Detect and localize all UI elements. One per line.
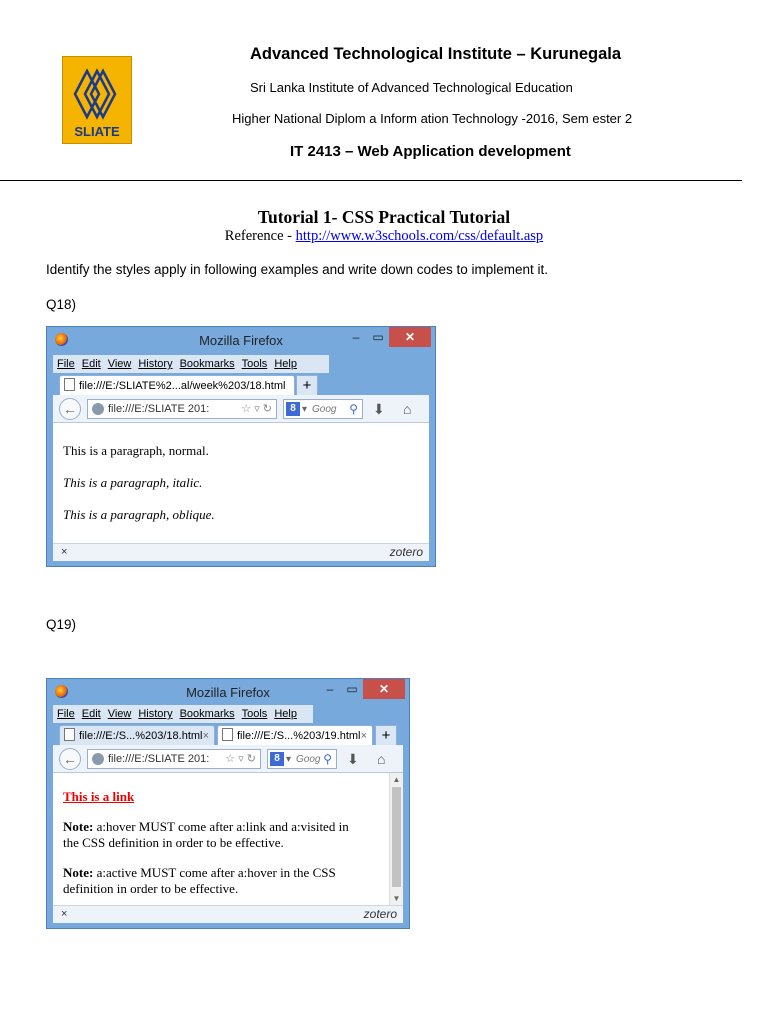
home-icon[interactable]: ⌂ [377, 751, 386, 767]
parent-organization: Sri Lanka Institute of Advanced Technological Education [250, 80, 573, 95]
reload-star-icons[interactable]: ☆ ▿ ↻ [241, 403, 272, 415]
home-icon[interactable]: ⌂ [403, 401, 412, 417]
menu-bar [53, 705, 313, 723]
nav-toolbar [53, 745, 403, 773]
search-icon[interactable]: ⚲ [323, 752, 332, 766]
status-bar [53, 543, 429, 561]
paragraph-oblique: This is a paragraph, oblique. [63, 507, 215, 522]
page-content [53, 423, 429, 543]
window-title: Mozilla Firefox [199, 333, 283, 348]
tab-18-html[interactable] [59, 725, 215, 745]
logo-text: SLIATE [74, 124, 120, 139]
tab-label: file:///E:/S...%203/18.html [79, 730, 203, 742]
reference-label: Reference - [224, 228, 296, 244]
back-button[interactable]: ← [59, 398, 81, 420]
note-active [63, 865, 383, 897]
search-placeholder: Goog [296, 754, 321, 765]
reload-star-icons[interactable]: ☆ ▿ ↻ [225, 753, 256, 765]
browser-window-q19 [46, 678, 410, 929]
demo-link[interactable]: This is a link [63, 789, 135, 804]
scroll-thumb[interactable] [392, 787, 401, 887]
menu-bar [53, 355, 329, 373]
header-divider [0, 180, 742, 181]
search-placeholder: Goog [312, 404, 337, 415]
tab-close-icon[interactable]: × [202, 730, 209, 742]
download-icon[interactable]: ⬇ [347, 751, 359, 767]
page-icon [64, 728, 75, 741]
url-text: file:///E:/SLIATE 201: [108, 403, 210, 415]
search-bar[interactable] [267, 749, 337, 769]
menu-tools[interactable]: Tools [241, 358, 268, 370]
reference-line [0, 228, 768, 245]
note-text: definition in order to be effective. [63, 881, 239, 896]
program-name: Higher National Diplom a Inform ation Technology -2016, Sem ester 2 [232, 111, 633, 126]
instruction-text: Identify the styles apply in following examples and write down codes to implement it. [46, 262, 549, 277]
note-text: a:hover MUST come after a:link and a:visited in [93, 819, 349, 834]
close-button[interactable]: ✕ [389, 327, 431, 347]
menu-view[interactable]: View [107, 708, 132, 720]
new-tab-button[interactable]: + [296, 375, 318, 395]
zotero-label[interactable]: zotero [389, 545, 423, 559]
menu-help[interactable]: Help [274, 358, 297, 370]
status-bar [53, 905, 403, 923]
menu-edit[interactable]: Edit [81, 708, 101, 720]
search-icon[interactable]: ⚲ [349, 402, 358, 416]
sliate-logo [62, 56, 132, 144]
tab-close-icon[interactable]: × [360, 730, 367, 742]
menu-history[interactable]: History [138, 358, 173, 370]
menu-file[interactable]: File [57, 708, 75, 720]
menu-bookmarks[interactable]: Bookmarks [179, 358, 235, 370]
window-title: Mozilla Firefox [186, 685, 270, 700]
note-text: a:active MUST come after a:hover in the CSS [93, 865, 336, 880]
menu-bookmarks[interactable]: Bookmarks [179, 708, 235, 720]
google-icon: 8 [286, 402, 300, 416]
browser-window-q18 [46, 326, 436, 567]
paragraph-italic: This is a paragraph, italic. [63, 475, 203, 490]
url-bar[interactable] [87, 749, 261, 769]
minimize-button[interactable]: – [352, 330, 360, 344]
course-title: IT 2413 – Web Application development [290, 143, 571, 160]
menu-view[interactable]: View [107, 358, 132, 370]
page-content [53, 773, 403, 905]
question-label-q18: Q18) [46, 297, 77, 312]
question-label-q19: Q19) [46, 617, 77, 632]
scroll-down-icon[interactable]: ▼ [392, 894, 401, 903]
globe-icon [92, 753, 104, 765]
reference-link[interactable]: http://www.w3schools.com/css/default.asp [295, 228, 544, 244]
close-addon-bar-icon[interactable]: × [61, 908, 68, 920]
note-text: the CSS definition in order to be effective. [63, 835, 284, 850]
close-button[interactable]: ✕ [363, 679, 405, 699]
url-bar[interactable] [87, 399, 277, 419]
tab-18-html[interactable] [59, 375, 295, 395]
menu-file[interactable]: File [57, 358, 75, 370]
tutorial-title: Tutorial 1- CSS Practical Tutorial [257, 207, 511, 227]
tab-label: file:///E:/SLIATE%2...al/week%203/18.html [79, 380, 286, 392]
search-engine-dropdown-icon[interactable]: ▾ [302, 404, 308, 415]
search-engine-dropdown-icon[interactable]: ▾ [286, 754, 292, 765]
back-button[interactable]: ← [59, 748, 81, 770]
maximize-button[interactable]: ▭ [346, 682, 358, 696]
zotero-label[interactable]: zotero [363, 907, 397, 921]
institute-name: Advanced Technological Institute – Kurunegala [250, 45, 622, 63]
paragraph-normal: This is a paragraph, normal. [63, 443, 209, 458]
vertical-scrollbar[interactable] [389, 773, 403, 905]
menu-edit[interactable]: Edit [81, 358, 101, 370]
note-label: Note: [63, 819, 94, 834]
menu-help[interactable]: Help [274, 708, 297, 720]
globe-icon [92, 403, 104, 415]
menu-history[interactable]: History [138, 708, 173, 720]
logo-emblem-icon [71, 63, 123, 125]
close-addon-bar-icon[interactable]: × [61, 546, 68, 558]
maximize-button[interactable]: ▭ [372, 330, 384, 344]
note-hover [63, 819, 383, 851]
note-label: Note: [63, 865, 94, 880]
scroll-up-icon[interactable]: ▲ [392, 775, 401, 784]
page-icon [64, 378, 75, 391]
google-icon: 8 [270, 752, 284, 766]
download-icon[interactable]: ⬇ [373, 401, 385, 417]
url-text: file:///E:/SLIATE 201: [108, 753, 210, 765]
minimize-button[interactable]: – [326, 682, 334, 696]
menu-tools[interactable]: Tools [241, 708, 268, 720]
tab-19-html[interactable] [217, 725, 373, 745]
nav-toolbar [53, 395, 429, 423]
tab-label: file:///E:/S...%203/19.html [237, 730, 361, 742]
new-tab-button[interactable]: + [375, 725, 397, 745]
search-bar[interactable] [283, 399, 363, 419]
page-icon [222, 728, 233, 741]
